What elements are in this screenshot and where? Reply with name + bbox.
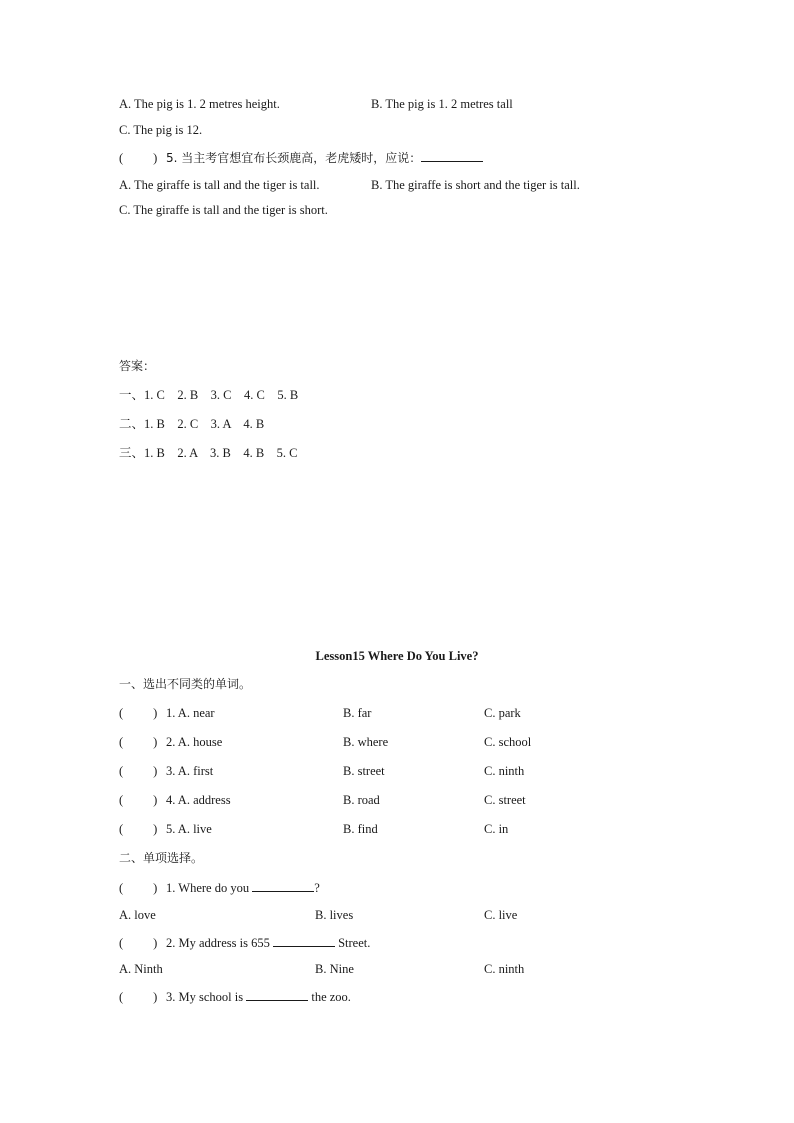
- lesson-title: Lesson15 Where Do You Live?: [315, 649, 479, 663]
- option-b: B. find: [343, 822, 378, 836]
- answer-row-1: 一、1. C 2. B 3. C 4. C 5. B: [119, 388, 299, 402]
- section-1-heading: 一、选出不同类的单词。: [119, 677, 252, 691]
- question-3: ( ) 3. My school is the zoo.: [119, 990, 351, 1004]
- option-b: B. street: [343, 764, 385, 778]
- option-c: C. The giraffe is tall and the tiger is short.: [119, 203, 328, 217]
- answer-row-3: 三、1. B 2. A 3. B 4. B 5. C: [119, 446, 298, 460]
- option-c: C. in: [484, 822, 509, 836]
- option-b: B. road: [343, 793, 380, 807]
- answer-row-2: 二、1. B 2. C 3. A 4. B: [119, 417, 265, 431]
- answers-heading: 答案：: [119, 359, 156, 373]
- option-c: C. The pig is 12.: [119, 123, 203, 137]
- question-stem: 5. 当主考官想宜布长颈鹿高，老虎矮时，应说：: [166, 151, 422, 165]
- list-item: ( ) 2. A. house: [119, 735, 223, 749]
- question-1: ( ) 1. Where do you ?: [119, 881, 320, 895]
- answer-blank[interactable]: [421, 149, 483, 162]
- option-a: A. love: [119, 908, 156, 922]
- option-a: A. The pig is 1. 2 metres height.: [119, 97, 280, 111]
- list-item: ( ) 3. A. first: [119, 764, 214, 778]
- option-c: C. ninth: [484, 962, 525, 976]
- question-5: [119, 149, 483, 166]
- list-item: ( ) 4. A. address: [119, 793, 231, 807]
- option-c: C. ninth: [484, 764, 525, 778]
- option-b: B. The pig is 1. 2 metres tall: [371, 97, 513, 111]
- option-b: B. far: [343, 706, 372, 720]
- question-2: ( ) 2. My address is 655 Street.: [119, 936, 371, 950]
- option-b: B. The giraffe is short and the tiger is tall.: [371, 178, 580, 192]
- answer-blank[interactable]: [252, 879, 314, 892]
- answer-blank[interactable]: [273, 934, 335, 947]
- list-item: ( ) 5. A. live: [119, 822, 212, 836]
- paren-close: ): [153, 151, 158, 165]
- option-c: C. live: [484, 908, 518, 922]
- option-c: C. street: [484, 793, 526, 807]
- option-a: A. The giraffe is tall and the tiger is tall.: [119, 178, 320, 192]
- list-item: ( ) 1. A. near: [119, 706, 215, 720]
- option-c: C. school: [484, 735, 532, 749]
- option-b: B. Nine: [315, 962, 354, 976]
- option-b: B. lives: [315, 908, 354, 922]
- option-c: C. park: [484, 706, 521, 720]
- option-b: B. where: [343, 735, 389, 749]
- section-2-heading: 二、单项选择。: [119, 851, 204, 865]
- answer-blank[interactable]: [246, 988, 308, 1001]
- paren-open: (: [119, 151, 124, 165]
- option-a: A. Ninth: [119, 962, 163, 976]
